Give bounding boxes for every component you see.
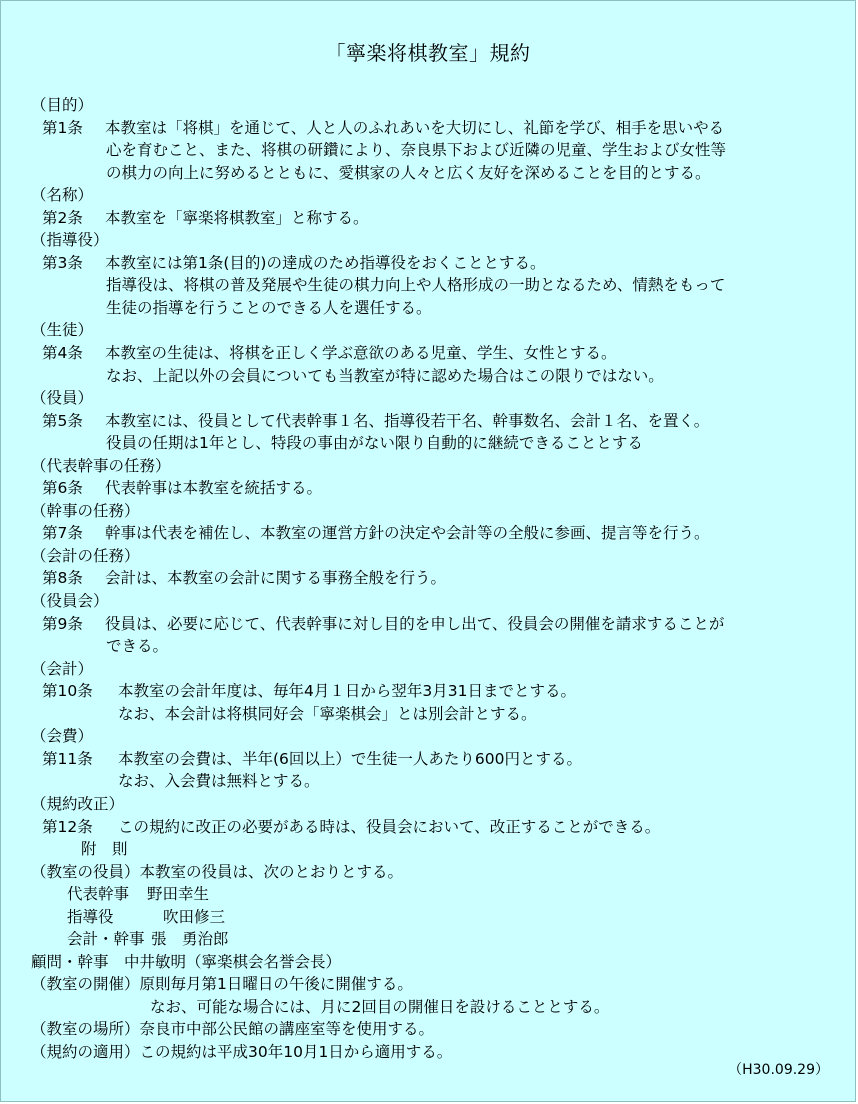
article-12 <box>1 816 855 839</box>
application-line: （規約の適用）この規約は平成30年10月1日から適用する。 <box>31 1042 453 1061</box>
article-text: 役員の任期は1年とし、特段の事由がない限り自動的に継続できることとする <box>106 434 643 453</box>
section-heading: （役員） <box>31 389 94 408</box>
revision-date: （H30.09.29） <box>728 1062 829 1078</box>
article-text: できる。 <box>106 637 169 656</box>
section-heading: （会計） <box>31 659 94 678</box>
article-11 <box>1 748 855 771</box>
advisor-row <box>1 951 855 974</box>
advisor-role: 顧問・幹事 <box>31 952 109 971</box>
article-text: 本教室は「将棋」を通じて、人と人のふれあいを大切にし、礼節を学び、相手を思いやる <box>105 118 725 137</box>
article-number: 第3条 <box>42 253 83 272</box>
article-number: 第2条 <box>42 208 83 227</box>
article-3 <box>1 252 855 275</box>
meeting-note: なお、可能な場合には、月に2回目の開催日を設けることとする。 <box>150 997 610 1016</box>
article-text: の棋力の向上に努めるとともに、愛棋家の人々と広く友好を深めることを目的とする。 <box>106 163 711 182</box>
supplementary-heading: 附 則 <box>81 840 128 859</box>
section-heading: （目的） <box>31 96 94 114</box>
article-text: 会計は、本教室の会計に関する事務全般を行う。 <box>105 569 447 588</box>
article-number: 第5条 <box>42 411 83 430</box>
article-text: 代表幹事は本教室を統括する。 <box>105 479 323 498</box>
section-heading: （会費） <box>31 727 94 746</box>
page-title: 「寧楽将棋教室」規約 <box>325 41 531 65</box>
article-number: 第11条 <box>42 749 93 768</box>
officer-role: 指導役 <box>67 907 114 926</box>
bylaws-body <box>1 94 855 1064</box>
meeting-line: （教室の開催）原則毎月第1日曜日の午後に開催する。 <box>31 975 413 994</box>
venue-line: （教室の場所）奈良市中部公民館の講座室等を使用する。 <box>31 1020 435 1039</box>
article-text: 生徒の指導を行うことのできる人を選任する。 <box>106 298 432 317</box>
article-text: なお、入会費は無料とする。 <box>118 772 320 791</box>
officer-name: 張 勇治郎 <box>151 930 229 949</box>
article-number: 第9条 <box>42 614 83 633</box>
article-2 <box>1 207 855 230</box>
article-text: 幹事は代表を補佐し、本教室の運営方針の決定や会計等の全般に参画、提言等を行う。 <box>105 524 710 543</box>
article-text: なお、本会計は将棋同好会「寧楽棋会」とは別会計とする。 <box>118 704 537 723</box>
section-heading: （会計の任務） <box>31 546 140 565</box>
officer-name: 吹田修三 <box>163 907 226 926</box>
officer-name: 野田幸生 <box>147 885 210 904</box>
article-text: なお、上記以外の会員についても当教室が特に認めた場合はこの限りではない。 <box>106 366 664 385</box>
article-text: 本教室の会費は、半年(6回以上）で生徒一人あたり600円とする。 <box>118 749 582 768</box>
article-number: 第7条 <box>42 524 83 543</box>
section-heading: （幹事の任務） <box>31 501 140 520</box>
officer-role: 代表幹事 <box>67 885 130 904</box>
officer-row <box>1 928 855 951</box>
officer-row <box>1 906 855 929</box>
article-1 <box>1 117 855 140</box>
article-text: 本教室の生徒は、将棋を正しく学ぶ意欲のある児童、学生、女性とする。 <box>105 344 617 363</box>
article-text: この規約に改正の必要がある時は、役員会において、改正することができる。 <box>118 817 661 836</box>
article-9 <box>1 613 855 636</box>
article-number: 第6条 <box>42 479 83 498</box>
officer-role: 会計・幹事 <box>67 930 145 949</box>
section-heading: （生徒） <box>31 321 94 340</box>
article-text: 本教室には、役員として代表幹事１名、指導役若干名、幹事数名、会計１名、を置く。 <box>105 411 710 430</box>
article-number: 第8条 <box>42 569 83 588</box>
article-number: 第12条 <box>42 817 93 836</box>
article-8 <box>1 567 855 590</box>
article-number: 第1条 <box>42 118 83 137</box>
article-10 <box>1 680 855 703</box>
article-text: 本教室には第1条(目的)の達成のため指導役をおくこととする。 <box>105 253 546 272</box>
article-number: 第4条 <box>42 344 83 363</box>
article-4 <box>1 342 855 365</box>
section-heading: （規約改正） <box>31 794 125 813</box>
section-heading: （代表幹事の任務） <box>31 456 171 475</box>
article-7 <box>1 522 855 545</box>
section-heading: （名称） <box>31 186 94 205</box>
article-number: 第10条 <box>42 682 93 701</box>
article-text: 心を育むこと、また、将棋の研鑽により、奈良県下および近隣の児童、学生および女性等 <box>106 141 727 160</box>
article-text: 指導役は、将棋の普及発展や生徒の棋力向上や人格形成の一助となるため、情熱をもって <box>106 276 726 295</box>
section-heading: （役員会） <box>31 592 109 611</box>
article-text: 本教室の会計年度は、毎年4月１日から翌年3月31日までとする。 <box>118 682 576 701</box>
section-heading: （指導役） <box>31 231 109 250</box>
officer-row <box>1 883 855 906</box>
article-6 <box>1 477 855 500</box>
article-text: 役員は、必要に応じて、代表幹事に対し目的を申し出て、役員会の開催を請求することが <box>105 614 725 633</box>
article-5 <box>1 410 855 433</box>
article-text: 本教室を「寧楽将棋教室」と称する。 <box>105 208 369 227</box>
officers-intro: （教室の役員）本教室の役員は、次のとおりとする。 <box>31 862 404 881</box>
advisor-name: 中井敏明（寧楽棋会名誉会長） <box>124 952 342 971</box>
